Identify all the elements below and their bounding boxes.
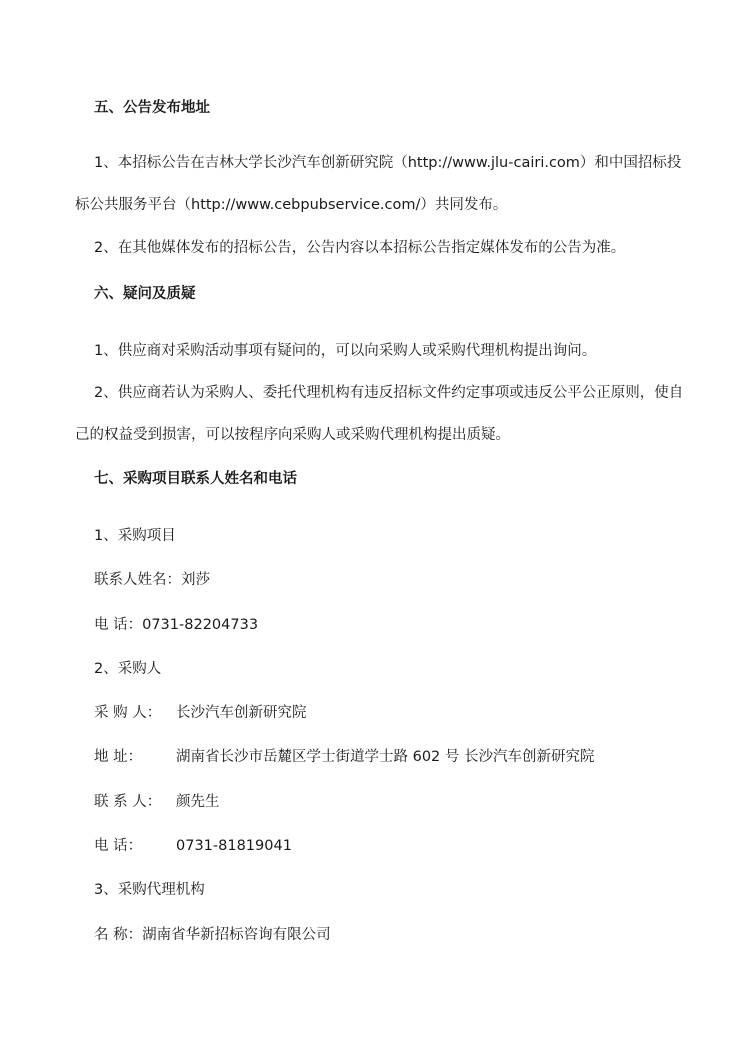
purchaser-phone-value: 0731-81819041 xyxy=(176,838,292,854)
purchaser-name-row xyxy=(94,703,678,723)
project-phone: 电 话：0731-82204733 xyxy=(94,617,259,633)
section-heading-contacts: 七、采购项目联系人姓名和电话 xyxy=(94,471,297,487)
paragraph-questions-item-2: 2、供应商若认为采购人、委托代理机构有违反招标文件约定事项或违反公平公正原则，使自己的权益受到损害，可以按程序向采购人或采购代理机构提出质疑。 xyxy=(75,385,684,443)
section-heading-questions: 六、疑问及质疑 xyxy=(94,286,196,302)
purchaser-address-label: 地 址： xyxy=(94,749,143,765)
agency-title: 3、采购代理机构 xyxy=(94,882,205,898)
purchaser-name-value: 长沙汽车创新研究院 xyxy=(176,705,307,721)
paragraph-questions-item-1: 1、供应商对采购活动事项有疑问的，可以向采购人或采购代理机构提出询问。 xyxy=(94,343,597,359)
paragraph-publish-item-2: 2、在其他媒体发布的招标公告，公告内容以本招标公告指定媒体发布的公告为准。 xyxy=(94,240,626,256)
project-contact-name: 联系人姓名：刘莎 xyxy=(94,572,210,588)
purchaser-phone-label: 电 话： xyxy=(94,838,143,854)
agency-name: 名 称：湖南省华新招标咨询有限公司 xyxy=(94,927,331,943)
purchaser-title: 2、采购人 xyxy=(94,661,162,677)
purchaser-name-label: 采 购 人： xyxy=(94,705,162,721)
purchaser-phone-row xyxy=(94,836,678,856)
purchaser-address-value: 湖南省长沙市岳麓区学士街道学士路 602 号 长沙汽车创新研究院 xyxy=(176,749,595,765)
purchaser-address-row xyxy=(94,747,678,767)
project-title: 1、采购项目 xyxy=(94,528,176,544)
purchaser-contact-row xyxy=(94,792,678,812)
paragraph-publish-item-1: 1、本招标公告在吉林大学长沙汽车创新研究院（http://www.jlu-cairi.com）和中国招标投标公共服务平台（http://www.cebpubservice.com/）共同发布。 xyxy=(75,155,682,213)
purchaser-contact-value: 颜先生 xyxy=(176,794,220,810)
section-heading-publish-address: 五、公告发布地址 xyxy=(94,100,210,116)
purchaser-contact-label: 联 系 人： xyxy=(94,794,162,810)
